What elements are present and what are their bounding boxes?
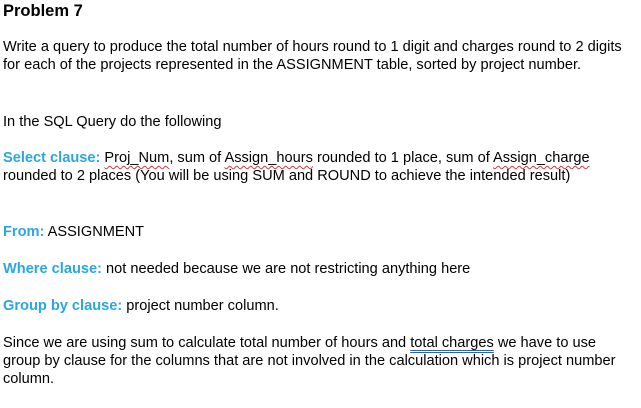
- group-by-clause-paragraph: [3, 297, 637, 315]
- where-clause-paragraph: [3, 260, 637, 278]
- group-by-clause-label: Group by clause:: [3, 298, 123, 314]
- from-clause-text: ASSIGNMENT: [44, 224, 145, 240]
- select-text-part-3: rounded to 1 place, sum of: [312, 150, 494, 166]
- where-clause-text: not needed because we are not restricting anything here: [101, 261, 471, 277]
- select-text-part-4: rounded to 2 places (You will be using SUM and ROUND to achieve the intended result): [3, 168, 571, 184]
- problem-description: Write a query to produce the total number of hours round to 1 digit and charges round to 2 digits for each of the projects represented in the ASSIGNMENT table, sorted by project number.: [3, 39, 622, 73]
- total-charges-term: total charges: [410, 335, 494, 351]
- select-clause-label: Select clause:: [3, 150, 101, 166]
- from-clause-paragraph: [3, 223, 637, 241]
- explanation-paragraph: [3, 334, 637, 388]
- where-clause-label: Where clause:: [3, 261, 102, 277]
- explanation-text-part-1: Since we are using sum to calculate total number of hours and: [3, 335, 411, 351]
- proj-num-term: Proj_Num: [104, 150, 170, 166]
- assign-hours-term: Assign_hours: [224, 150, 313, 166]
- problem-title: Problem 7: [3, 2, 83, 20]
- assign-charge-term: Assign_charge: [493, 150, 590, 166]
- from-clause-label: From:: [3, 224, 45, 240]
- explanation-text-part-2: we have to use group by clause for the columns that are not involved in the calculation which is project number column.: [3, 335, 616, 387]
- instruction-text: In the SQL Query do the following: [3, 114, 222, 130]
- select-text-part-2: , sum of: [169, 150, 225, 166]
- group-by-clause-text: project number column.: [122, 298, 279, 314]
- select-clause-paragraph: [3, 149, 637, 185]
